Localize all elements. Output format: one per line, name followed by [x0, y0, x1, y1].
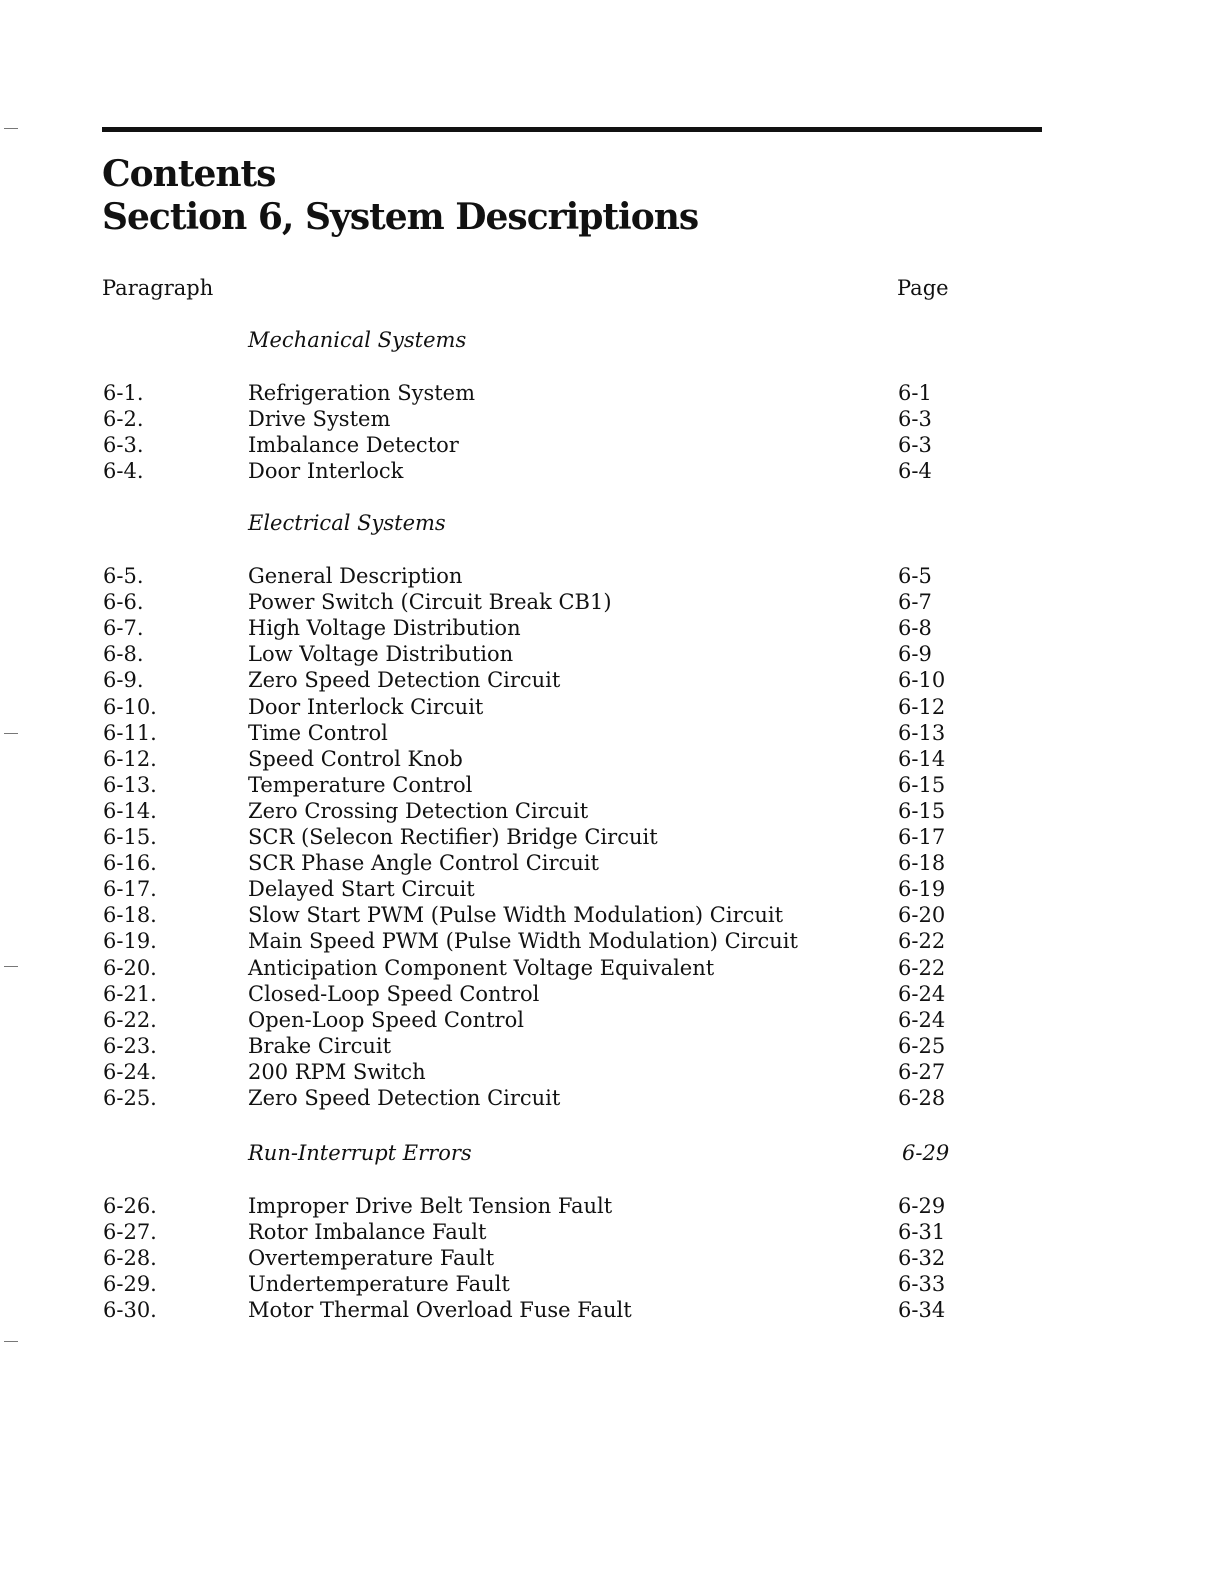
toc-entry-number: 6-30. [103, 1298, 157, 1322]
toc-entry-title: 200 RPM Switch [248, 1060, 426, 1084]
toc-entry-title: Drive System [248, 407, 391, 431]
toc-entry [0, 1219, 1224, 1245]
toc-section-page: 6-29 [902, 1141, 950, 1165]
toc-entry [0, 772, 1224, 798]
toc-entry-number: 6-19. [103, 929, 157, 953]
toc-entry-page: 6-24 [898, 1008, 946, 1032]
toc-entry-number: 6-3. [103, 433, 144, 457]
toc-entry-number: 6-17. [103, 877, 157, 901]
toc-section-heading: Mechanical Systems [248, 328, 467, 352]
paragraph-column-header: Paragraph [102, 276, 214, 300]
toc-entry [0, 824, 1224, 850]
toc-entry [0, 981, 1224, 1007]
toc-entry-page: 6-25 [898, 1034, 946, 1058]
toc-entry-page: 6-29 [898, 1194, 946, 1218]
toc-entry-title: Refrigeration System [248, 381, 476, 405]
toc-entry-title: Overtemperature Fault [248, 1246, 495, 1270]
toc-entry [0, 380, 1224, 406]
toc-entry [0, 1193, 1224, 1219]
toc-entry-title: Zero Speed Detection Circuit [248, 1086, 561, 1110]
toc-entry-page: 6-1 [898, 381, 932, 405]
toc-entry-number: 6-23. [103, 1034, 157, 1058]
toc-entry [0, 746, 1224, 772]
page-title: Contents [102, 153, 276, 195]
toc-entry-number: 6-26. [103, 1194, 157, 1218]
toc-entry [0, 694, 1224, 720]
toc-entry-page: 6-19 [898, 877, 946, 901]
toc-entry-number: 6-21. [103, 982, 157, 1006]
toc-entry-number: 6-22. [103, 1008, 157, 1032]
toc-entry-page: 6-12 [898, 695, 946, 719]
toc-entry-page: 6-13 [898, 721, 946, 745]
toc-entry-page: 6-28 [898, 1086, 946, 1110]
toc-entry-title: Low Voltage Distribution [248, 642, 514, 666]
toc-entry-page: 6-8 [898, 616, 932, 640]
toc-entry-number: 6-27. [103, 1220, 157, 1244]
toc-entry [0, 667, 1224, 693]
toc-entry-title: Zero Speed Detection Circuit [248, 668, 561, 692]
toc-section-heading: Run-Interrupt Errors [248, 1141, 472, 1165]
toc-entry [0, 902, 1224, 928]
toc-entry-page: 6-24 [898, 982, 946, 1006]
toc-entry-number: 6-25. [103, 1086, 157, 1110]
toc-entry [0, 1271, 1224, 1297]
toc-entry-title: Anticipation Component Voltage Equivalent [248, 956, 715, 980]
toc-entry-page: 6-18 [898, 851, 946, 875]
toc-entry [0, 458, 1224, 484]
toc-entry-number: 6-2. [103, 407, 144, 431]
toc-entry-number: 6-4. [103, 459, 144, 483]
toc-entry-number: 6-20. [103, 956, 157, 980]
toc-entry-page: 6-22 [898, 929, 946, 953]
toc-entry [0, 563, 1224, 589]
toc-entry-number: 6-11. [103, 721, 157, 745]
toc-entry-page: 6-33 [898, 1272, 946, 1296]
toc-entry-number: 6-24. [103, 1060, 157, 1084]
toc-entry [0, 876, 1224, 902]
toc-entry-title: Zero Crossing Detection Circuit [248, 799, 589, 823]
toc-entry-title: General Description [248, 564, 463, 588]
toc-entry-page: 6-9 [898, 642, 932, 666]
toc-entry-page: 6-22 [898, 956, 946, 980]
toc-entry [0, 406, 1224, 432]
toc-entry [0, 1007, 1224, 1033]
toc-entry-page: 6-14 [898, 747, 946, 771]
toc-entry-title: Door Interlock [248, 459, 404, 483]
toc-entry-title: Motor Thermal Overload Fuse Fault [248, 1298, 632, 1322]
toc-entry-page: 6-7 [898, 590, 932, 614]
toc-entry-title: Speed Control Knob [248, 747, 463, 771]
toc-entry-number: 6-16. [103, 851, 157, 875]
toc-entry-title: Improper Drive Belt Tension Fault [248, 1194, 613, 1218]
toc-entry-number: 6-6. [103, 590, 144, 614]
toc-entry-number: 6-10. [103, 695, 157, 719]
toc-section-heading: Electrical Systems [248, 511, 446, 535]
toc-entry-title: SCR (Selecon Rectifier) Bridge Circuit [248, 825, 658, 849]
toc-entry-title: Closed-Loop Speed Control [248, 982, 540, 1006]
toc-entry-page: 6-17 [898, 825, 946, 849]
toc-entry-title: Time Control [248, 721, 388, 745]
toc-entry-number: 6-1. [103, 381, 144, 405]
toc-entry-title: Main Speed PWM (Pulse Width Modulation) Circuit [248, 929, 798, 953]
toc-entry [0, 589, 1224, 615]
toc-entry-title: Imbalance Detector [248, 433, 459, 457]
toc-entry-page: 6-15 [898, 773, 946, 797]
toc-entry [0, 1033, 1224, 1059]
toc-entry [0, 1245, 1224, 1271]
toc-entry-title: Door Interlock Circuit [248, 695, 484, 719]
toc-entry-page: 6-3 [898, 407, 932, 431]
toc-entry-page: 6-27 [898, 1060, 946, 1084]
page-column-header: Page [897, 276, 949, 300]
toc-entry-number: 6-18. [103, 903, 157, 927]
toc-entry-page: 6-31 [898, 1220, 946, 1244]
toc-entry-number: 6-9. [103, 668, 144, 692]
toc-entry-title: Power Switch (Circuit Break CB1) [248, 590, 612, 614]
toc-entry [0, 432, 1224, 458]
toc-entry [0, 798, 1224, 824]
toc-entry-page: 6-4 [898, 459, 932, 483]
toc-entry-page: 6-15 [898, 799, 946, 823]
toc-entry [0, 641, 1224, 667]
toc-entry-number: 6-12. [103, 747, 157, 771]
toc-entry-title: Brake Circuit [248, 1034, 392, 1058]
toc-entry [0, 1297, 1224, 1323]
toc-entry-title: SCR Phase Angle Control Circuit [248, 851, 599, 875]
toc-entry-number: 6-7. [103, 616, 144, 640]
toc-entry-page: 6-34 [898, 1298, 946, 1322]
toc-entry-page: 6-20 [898, 903, 946, 927]
toc-entry-number: 6-29. [103, 1272, 157, 1296]
toc-entry-number: 6-28. [103, 1246, 157, 1270]
toc-entry-title: High Voltage Distribution [248, 616, 521, 640]
toc-entry-page: 6-32 [898, 1246, 946, 1270]
toc-entry-page: 6-10 [898, 668, 946, 692]
toc-entry [0, 955, 1224, 981]
toc-entry [0, 928, 1224, 954]
toc-entry-title: Temperature Control [248, 773, 473, 797]
toc-entry-number: 6-5. [103, 564, 144, 588]
toc-entry-title: Delayed Start Circuit [248, 877, 475, 901]
toc-entry-page: 6-5 [898, 564, 932, 588]
toc-entry [0, 850, 1224, 876]
toc-entry-number: 6-15. [103, 825, 157, 849]
toc-entry-number: 6-8. [103, 642, 144, 666]
toc-entry [0, 615, 1224, 641]
toc-entry-title: Open-Loop Speed Control [248, 1008, 524, 1032]
toc-entry-title: Rotor Imbalance Fault [248, 1220, 487, 1244]
toc-entry [0, 720, 1224, 746]
toc-entry-page: 6-3 [898, 433, 932, 457]
toc-entry-title: Undertemperature Fault [248, 1272, 510, 1296]
toc-entry [0, 1085, 1224, 1111]
toc-entry [0, 1059, 1224, 1085]
toc-entry-number: 6-13. [103, 773, 157, 797]
section-title: Section 6, System Descriptions [102, 196, 699, 238]
toc-entry-number: 6-14. [103, 799, 157, 823]
toc-entry-title: Slow Start PWM (Pulse Width Modulation) Circuit [248, 903, 784, 927]
